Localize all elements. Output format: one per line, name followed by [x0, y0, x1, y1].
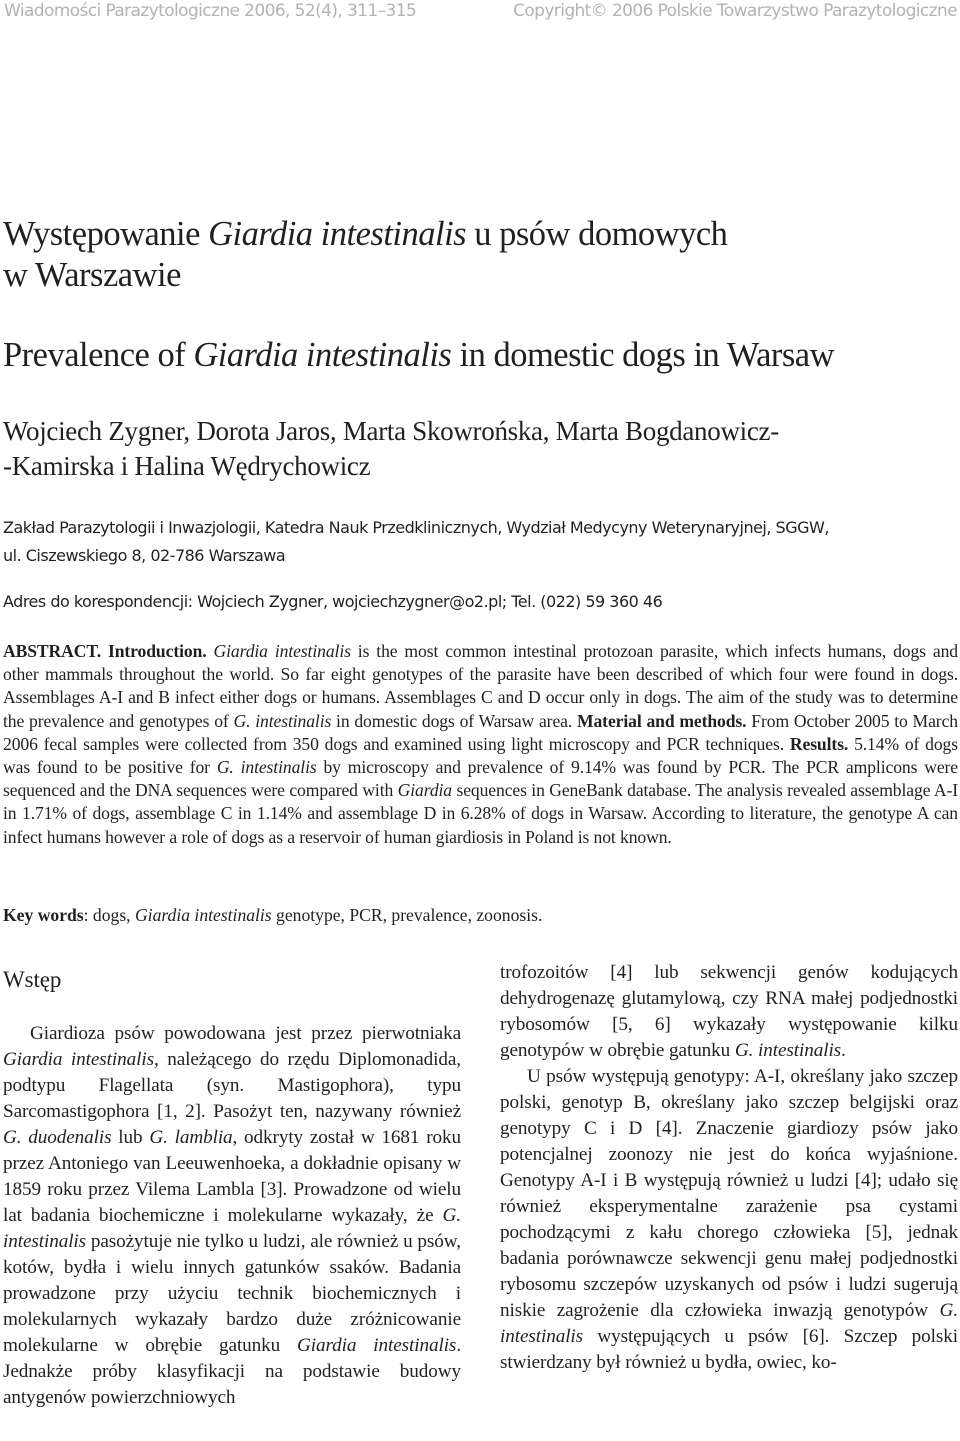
species-name: G. intestinalis	[500, 1300, 958, 1347]
species-name: G. intestinalis	[734, 1040, 842, 1061]
abstract-results-label: Results.	[789, 733, 849, 754]
paragraph-text: lub	[111, 1127, 150, 1148]
paragraph	[3, 1021, 461, 1411]
species-name: Giardia intestinalis	[3, 1049, 154, 1070]
journal-citation: Wiadomości Parazytologiczne 2006, 52(4), 311–315	[4, 1, 417, 21]
abstract-text: sequences in GeneBank database. The analysis revealed assemblage A-I in 1.71% of dogs, assemblage C in 1.14% and assemblage D in 6.28% of dogs in Warsaw. According to literature, the genotype A can infect humans however a role of dogs as a reservoir of human giardiosis in Poland is not known.	[3, 780, 958, 847]
title-en-species: Giardia intestinalis	[193, 336, 452, 374]
abstract-methods-label: Material and methods.	[576, 710, 747, 731]
authors-line1: Wojciech Zygner, Dorota Jaros, Marta Skowrońska, Marta Bogdanowicz-	[3, 416, 779, 446]
paragraph	[500, 960, 958, 1064]
paragraph-text: U psów występują genotypy: A-I, określany jako szczep polski, genotyp B, określany jako szczep belgijski oraz genotypy C i D [4]. Znaczenie giardiozy psów jako potencjalnej zoonozy nie jest do końca wyjaśnione. Genotypy A-I i B występują również u ludzi [4]; udało się również eksperymentalne zarażenie psa cystami pochodzącymi z kału chorego człowieka [5], jednak badania porównawcze sekwencji genu małej podjednostki rybosomu szczepów uzyskanych od psów i ludzi sugerują niskie zagrożenie dla człowieka inwazją genotypów	[500, 1066, 958, 1321]
body-column-right	[500, 960, 958, 1376]
affiliation	[3, 514, 958, 570]
abstract-species: Giardia intestinalis	[213, 641, 351, 661]
authors-line2: -Kamirska i Halina Wędrychowicz	[3, 451, 371, 481]
affiliation-line1: Zakład Parazytologii i Inwazjologii, Katedra Nauk Przedklinicznych, Wydział Medycyny Weterynaryjnej, SGGW,	[3, 518, 829, 537]
abstract-species: G. intestinalis	[216, 757, 317, 778]
species-name: Giardia intestinalis	[297, 1335, 457, 1356]
species-name: G. duodenalis	[3, 1127, 112, 1148]
running-header	[0, 0, 960, 24]
abstract-text: 5.14% of dogs was found to be positive for	[3, 733, 958, 778]
paragraph-text: , odkryty został w 1681 roku przez Antoniego van Leeuwenhoeka, a dokładnie opisany w 1859 roku przez Vilema Lambla [3]. Prowadzone od wielu lat badania biochemiczne i molekularne wykazały, że	[3, 1127, 461, 1226]
body-column-left	[3, 960, 461, 1411]
title-pl-text-2: u psów domowych	[466, 215, 728, 253]
paragraph-text: . Jednakże próby klasyfikacji na podstawie budowy antygenów powierzchniowych	[3, 1335, 462, 1408]
paragraph-text: występujących u psów [6]. Szczep polski stwierdzany był również u bydła, owiec, ko-	[500, 1326, 958, 1373]
paragraph-text: .	[841, 1040, 846, 1061]
paragraph	[500, 1064, 958, 1376]
keywords-species: Giardia intestinalis	[134, 905, 272, 925]
paragraph-text: trofozoitów [4] lub sekwencji genów kodujących dehydrogenazę glutamylową, czy RNA małej podjednostki rybosomów [5, 6] wykazały występowanie kilku genotypów w obrębie gatunku	[500, 962, 958, 1061]
title-polish	[3, 214, 953, 296]
abstract-label: ABSTRACT.	[3, 641, 102, 661]
keywords-label: Key words	[3, 905, 84, 925]
title-pl-species: Giardia intestinalis	[208, 215, 467, 253]
abstract	[3, 640, 958, 849]
paragraph-text: Giardioza psów powodowana jest przez pierwotniaka	[30, 1023, 461, 1044]
abstract-species: G. intestinalis	[233, 710, 332, 731]
correspondence-address: Adres do korespondencji: Wojciech Zygner, wojciechzygner@o2.pl; Tel. (022) 59 360 46	[3, 592, 663, 611]
species-name: G. intestinalis	[3, 1205, 461, 1252]
affiliation-line2: ul. Ciszewskiego 8, 02-786 Warszawa	[3, 546, 286, 565]
paragraph-text: , należącego do rzędu Diplomonadida, podtypu Flagellata (syn. Mastigophora), typu Sarcomastigophora [1, 2]. Pasożyt ten, nazywany również	[3, 1049, 461, 1122]
paragraph-text: pasożytuje nie tylko u ludzi, ale również u psów, kotów, bydła i wielu innych gatunków ssaków. Badania prowadzone przy użyciu technik biochemicznych i molekularnych wykazały bardzo duże zróżnicowanie molekularne w obrębie gatunku	[3, 1231, 461, 1356]
section-heading: Wstęp	[3, 967, 62, 992]
abstract-text: in domestic dogs of Warsaw area.	[331, 710, 573, 731]
abstract-introduction-label: Introduction.	[107, 641, 207, 661]
keywords-text: : dogs,	[83, 905, 135, 925]
abstract-text: by microscopy and prevalence of 9.14% was found by PCR. The PCR amplicons were sequenced and the DNA sequences were compared with	[3, 757, 958, 801]
abstract-text: is the most common intestinal protozoan parasite, which infects humans, dogs and other mammals throughout the world. So far eight genotypes of the parasite have been described of which four were found in dogs. Assemblages A-I and B infect either dogs or humans. Assemblages C and D occur only in dogs. The aim of the study was to determine the prevalence and genotypes of	[3, 641, 958, 731]
author-list	[3, 414, 953, 484]
title-pl-line2: w Warszawie	[3, 256, 181, 294]
abstract-text: From October 2005 to March 2006 fecal samples were collected from 350 dogs and examined using light microscopy and PCR techniques.	[3, 710, 958, 754]
title-english	[3, 335, 958, 376]
title-en-text: Prevalence of	[3, 336, 194, 374]
title-en-text-2: in domestic dogs in Warsaw	[451, 336, 835, 374]
keywords	[3, 903, 958, 927]
species-name: G. lamblia	[149, 1127, 233, 1148]
keywords-text: genotype, PCR, prevalence, zoonosis.	[271, 905, 543, 925]
copyright-notice: Copyright© 2006 Polskie Towarzystwo Parazytologiczne	[513, 1, 957, 21]
abstract-genus: Giardia	[397, 780, 453, 801]
title-pl-text: Występowanie	[3, 215, 209, 253]
